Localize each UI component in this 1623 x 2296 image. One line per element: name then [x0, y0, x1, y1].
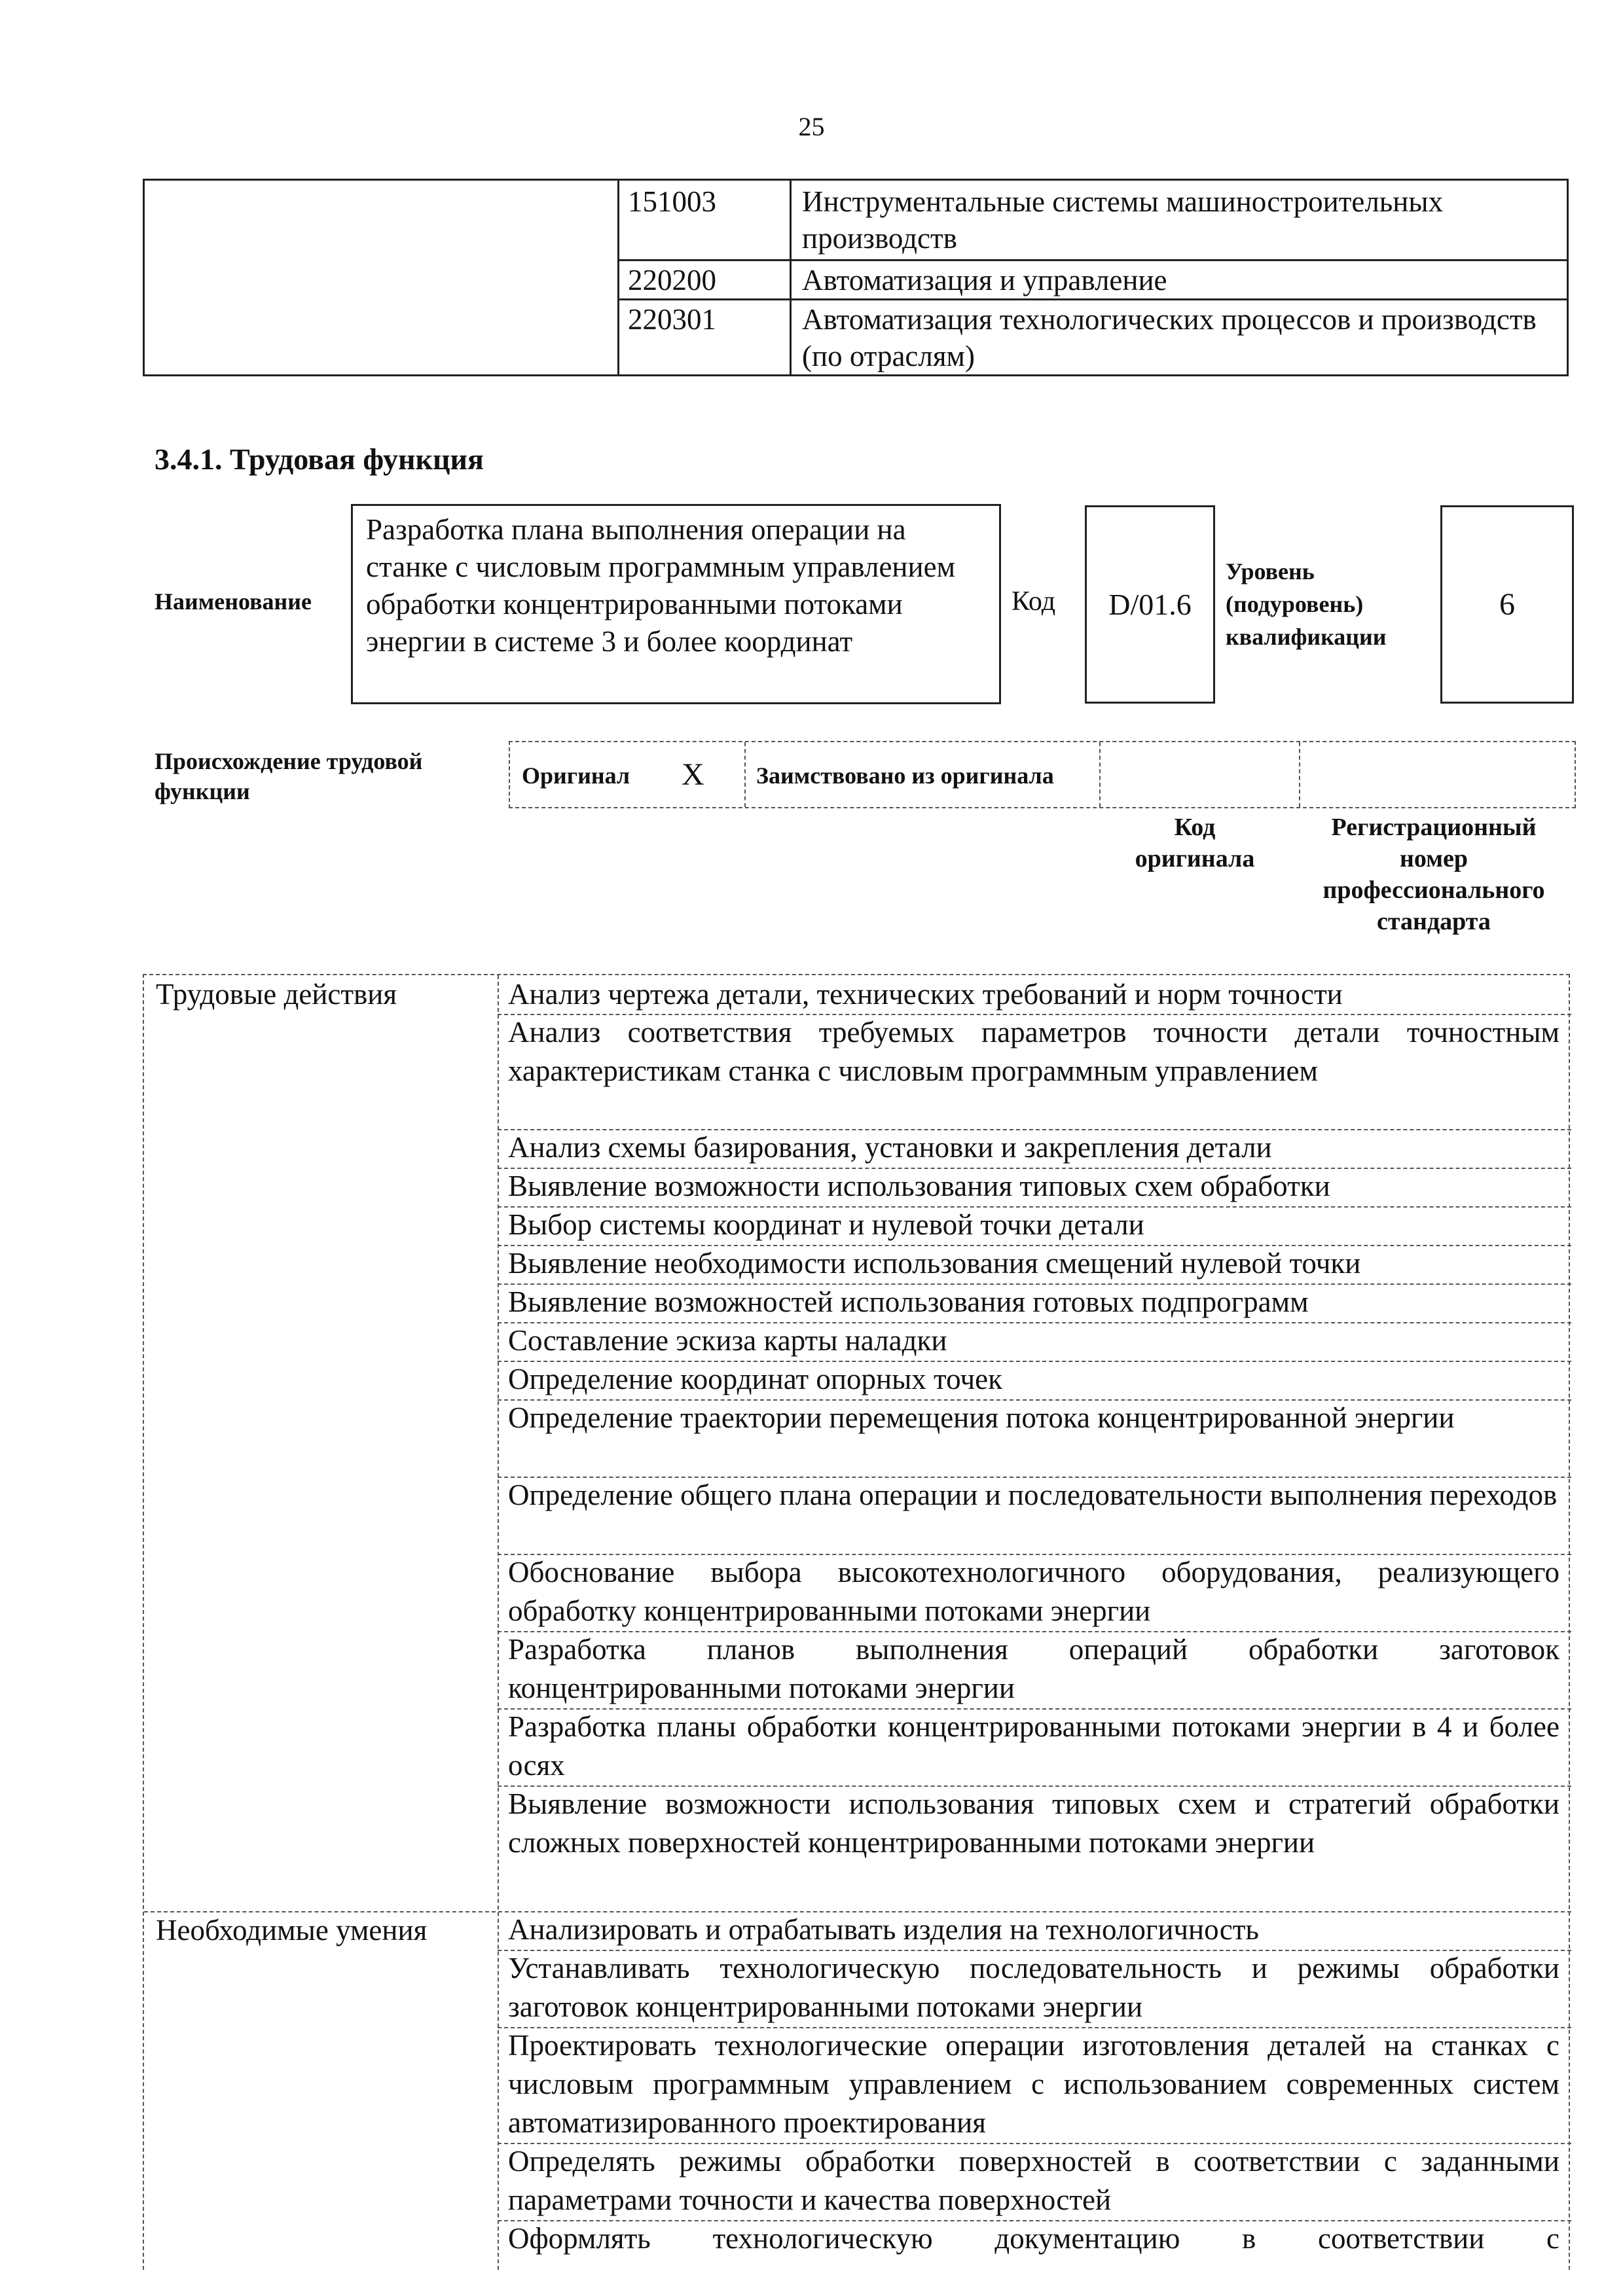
skill-item: Анализировать и отрабатывать изделия на технологичность: [508, 1913, 1259, 1946]
labor-function-table: [143, 974, 1570, 2270]
labor-action-item: Разработка планов выполнения операций обработки заготовок концентрированными потоками энергии: [508, 1633, 1559, 1704]
labor-action-item: Анализ схемы базирования, установки и закрепления детали: [508, 1131, 1272, 1164]
specialty-name: Автоматизация технологических процессов и производств (по отраслям): [802, 303, 1537, 372]
origin-row: [509, 741, 1576, 808]
specialty-code: 151003: [628, 185, 716, 218]
labor-action-item: Выявление возможностей использования готовых подпрограмм: [508, 1285, 1309, 1318]
section-title: 3.4.1. Трудовая функция: [155, 442, 484, 476]
skill-item: Устанавливать технологическую последовательность и режимы обработки заготовок концентрированными потоками энергии: [508, 1952, 1559, 2023]
function-code-box: [1085, 505, 1215, 704]
page-number: 25: [798, 112, 825, 141]
column-divider: [790, 181, 792, 374]
labor-action-item: Составление эскиза карты наладки: [508, 1324, 947, 1357]
function-name-text: Разработка плана выполнения операции на станке с числовым программным управлением обработки концентрированными потоками энергии в системе 3 и более координат: [366, 513, 956, 658]
labor-actions-title: Трудовые действия: [156, 978, 397, 1011]
name-label: Наименование: [155, 588, 312, 615]
qualification-level-value: 6: [1499, 587, 1515, 622]
labor-action-item: Обоснование выбора высокотехнологичного оборудования, реализующего обработку концентрированными потоками энергии: [508, 1556, 1559, 1627]
skill-item: Определять режимы обработки поверхностей в соответствии с заданными параметрами точности и качества поверхностей: [508, 2145, 1559, 2216]
labor-action-item: Определение общего плана операции и последовательности выполнения переходов: [508, 1479, 1558, 1511]
origin-divider: [1099, 742, 1101, 807]
level-label: Уровень (подуровень) квалификации: [1226, 558, 1387, 650]
original-code-caption: Код оригинала: [1135, 814, 1255, 872]
skill-item: Проектировать технологические операции изготовления деталей на станках с числовым программным управлением с использованием современных систем автоматизированного проектирования: [508, 2029, 1559, 2139]
specialty-name: Автоматизация и управление: [802, 264, 1167, 296]
origin-label: Происхождение трудовой функции: [155, 748, 423, 804]
row-divider: [617, 298, 1567, 300]
origin-mark: X: [682, 757, 704, 792]
labor-action-item: Выявление необходимости использования смещений нулевой точки: [508, 1247, 1361, 1280]
labor-action-item: Разработка планы обработки концентрированными потоками энергии в 4 и более осях: [508, 1710, 1559, 1782]
specialty-name: Инструментальные системы машиностроительных производств: [802, 185, 1444, 255]
column-divider: [498, 975, 499, 2270]
skill-item: Оформлять технологическую документацию в соответствии с: [508, 2222, 1559, 2255]
labor-action-item: Выбор системы координат и нулевой точки детали: [508, 1208, 1144, 1241]
specialty-code: 220200: [628, 264, 716, 296]
function-name-box: [351, 504, 1001, 704]
registration-number-caption: Регистрационный номер профессионального стандарта: [1322, 814, 1545, 935]
labor-action-item: Выявление возможности использования типовых схем и стратегий обработки сложных поверхностей концентрированными потоками энергии: [508, 1787, 1559, 1859]
column-divider: [617, 181, 619, 374]
specialty-code: 220301: [628, 303, 716, 336]
labor-action-item: Анализ соответствия требуемых параметров точности детали точностным характеристикам станка с числовым программным управлением: [508, 1016, 1559, 1087]
function-code-value: D/01.6: [1108, 588, 1192, 621]
origin-divider: [1299, 742, 1300, 807]
labor-action-item: Выявление возможности использования типовых схем обработки: [508, 1170, 1330, 1202]
origin-divider: [744, 742, 746, 807]
origin-original-label: Оригинал: [522, 762, 630, 789]
labor-action-item: Анализ чертежа детали, технических требований и норм точности: [508, 978, 1343, 1011]
labor-action-item: Определение траектории перемещения потока концентрированной энергии: [508, 1401, 1455, 1434]
row-divider: [617, 259, 1567, 261]
qualification-level-box: [1440, 505, 1574, 704]
origin-borrowed-label: Заимствовано из оригинала: [756, 762, 1054, 789]
code-label: Код: [1012, 586, 1056, 617]
labor-action-item: Определение координат опорных точек: [508, 1363, 1002, 1395]
skills-title: Необходимые умения: [156, 1914, 428, 1946]
specialty-table: [143, 179, 1569, 376]
